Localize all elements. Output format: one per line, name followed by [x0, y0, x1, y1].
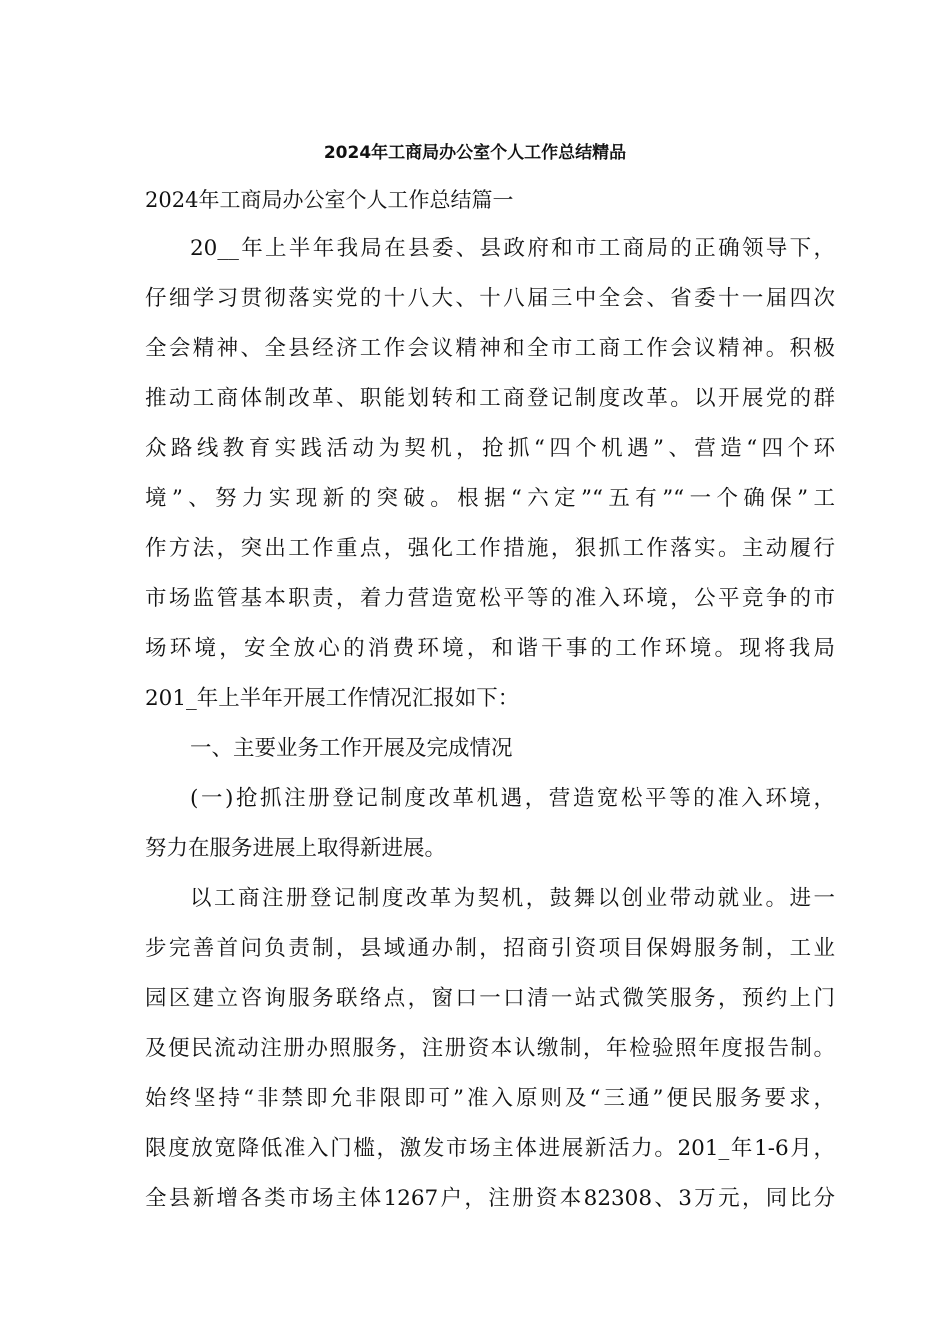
- paragraph-line: 园区建立咨询服务联络点，窗口一口清一站式微笑服务，预约上门: [145, 986, 835, 1011]
- paragraph-line: 201_年上半年开展工作情况汇报如下：: [145, 686, 520, 711]
- paragraph-line: 仔细学习贯彻落实党的十八大、十八届三中全会、省委十一届四次: [145, 286, 835, 311]
- paragraph-line: 全县新增各类市场主体1267户，注册资本82308、3万元，同比分: [145, 1186, 835, 1211]
- section-heading: 一、主要业务工作开展及完成情况: [190, 736, 513, 761]
- paragraph-line: 以工商注册登记制度改革为契机，鼓舞以创业带动就业。进一: [190, 886, 835, 911]
- document-title: 2024年工商局办公室个人工作总结精品: [323, 143, 627, 163]
- paragraph-line: 场环境，安全放心的消费环境，和谐干事的工作环境。现将我局: [145, 636, 835, 661]
- paragraph-line: 推动工商体制改革、职能划转和工商登记制度改革。以开展党的群: [145, 386, 835, 411]
- subsection-heading-line: 努力在服务进展上取得新进展。: [145, 836, 447, 861]
- paragraph-line: 限度放宽降低准入门槛，激发市场主体进展新活力。201_年1-6月，: [145, 1136, 835, 1161]
- document-subtitle: 2024年工商局办公室个人工作总结篇一: [145, 188, 514, 212]
- paragraph-line: 境”、努力实现新的突破。根据“六定”“五有”“一个确保”工: [145, 486, 835, 511]
- paragraph-line: 作方法，突出工作重点，强化工作措施，狠抓工作落实。主动履行: [145, 536, 835, 561]
- subsection-heading-line: (一)抢抓注册登记制度改革机遇，营造宽松平等的准入环境，: [190, 786, 835, 811]
- paragraph-line: 20__年上半年我局在县委、县政府和市工商局的正确领导下，: [190, 236, 835, 261]
- paragraph-line: 步完善首问负责制，县域通办制，招商引资项目保姆服务制，工业: [145, 936, 835, 961]
- paragraph-line: 及便民流动注册办照服务，注册资本认缴制，年检验照年度报告制。: [145, 1036, 835, 1061]
- paragraph-line: 全会精神、全县经济工作会议精神和全市工商工作会议精神。积极: [145, 336, 835, 361]
- paragraph-line: 始终坚持“非禁即允非限即可”准入原则及“三通”便民服务要求，: [145, 1086, 835, 1111]
- paragraph-line: 市场监管基本职责，着力营造宽松平等的准入环境，公平竞争的市: [145, 586, 835, 611]
- paragraph-line: 众路线教育实践活动为契机，抢抓“四个机遇”、营造“四个环: [145, 436, 835, 461]
